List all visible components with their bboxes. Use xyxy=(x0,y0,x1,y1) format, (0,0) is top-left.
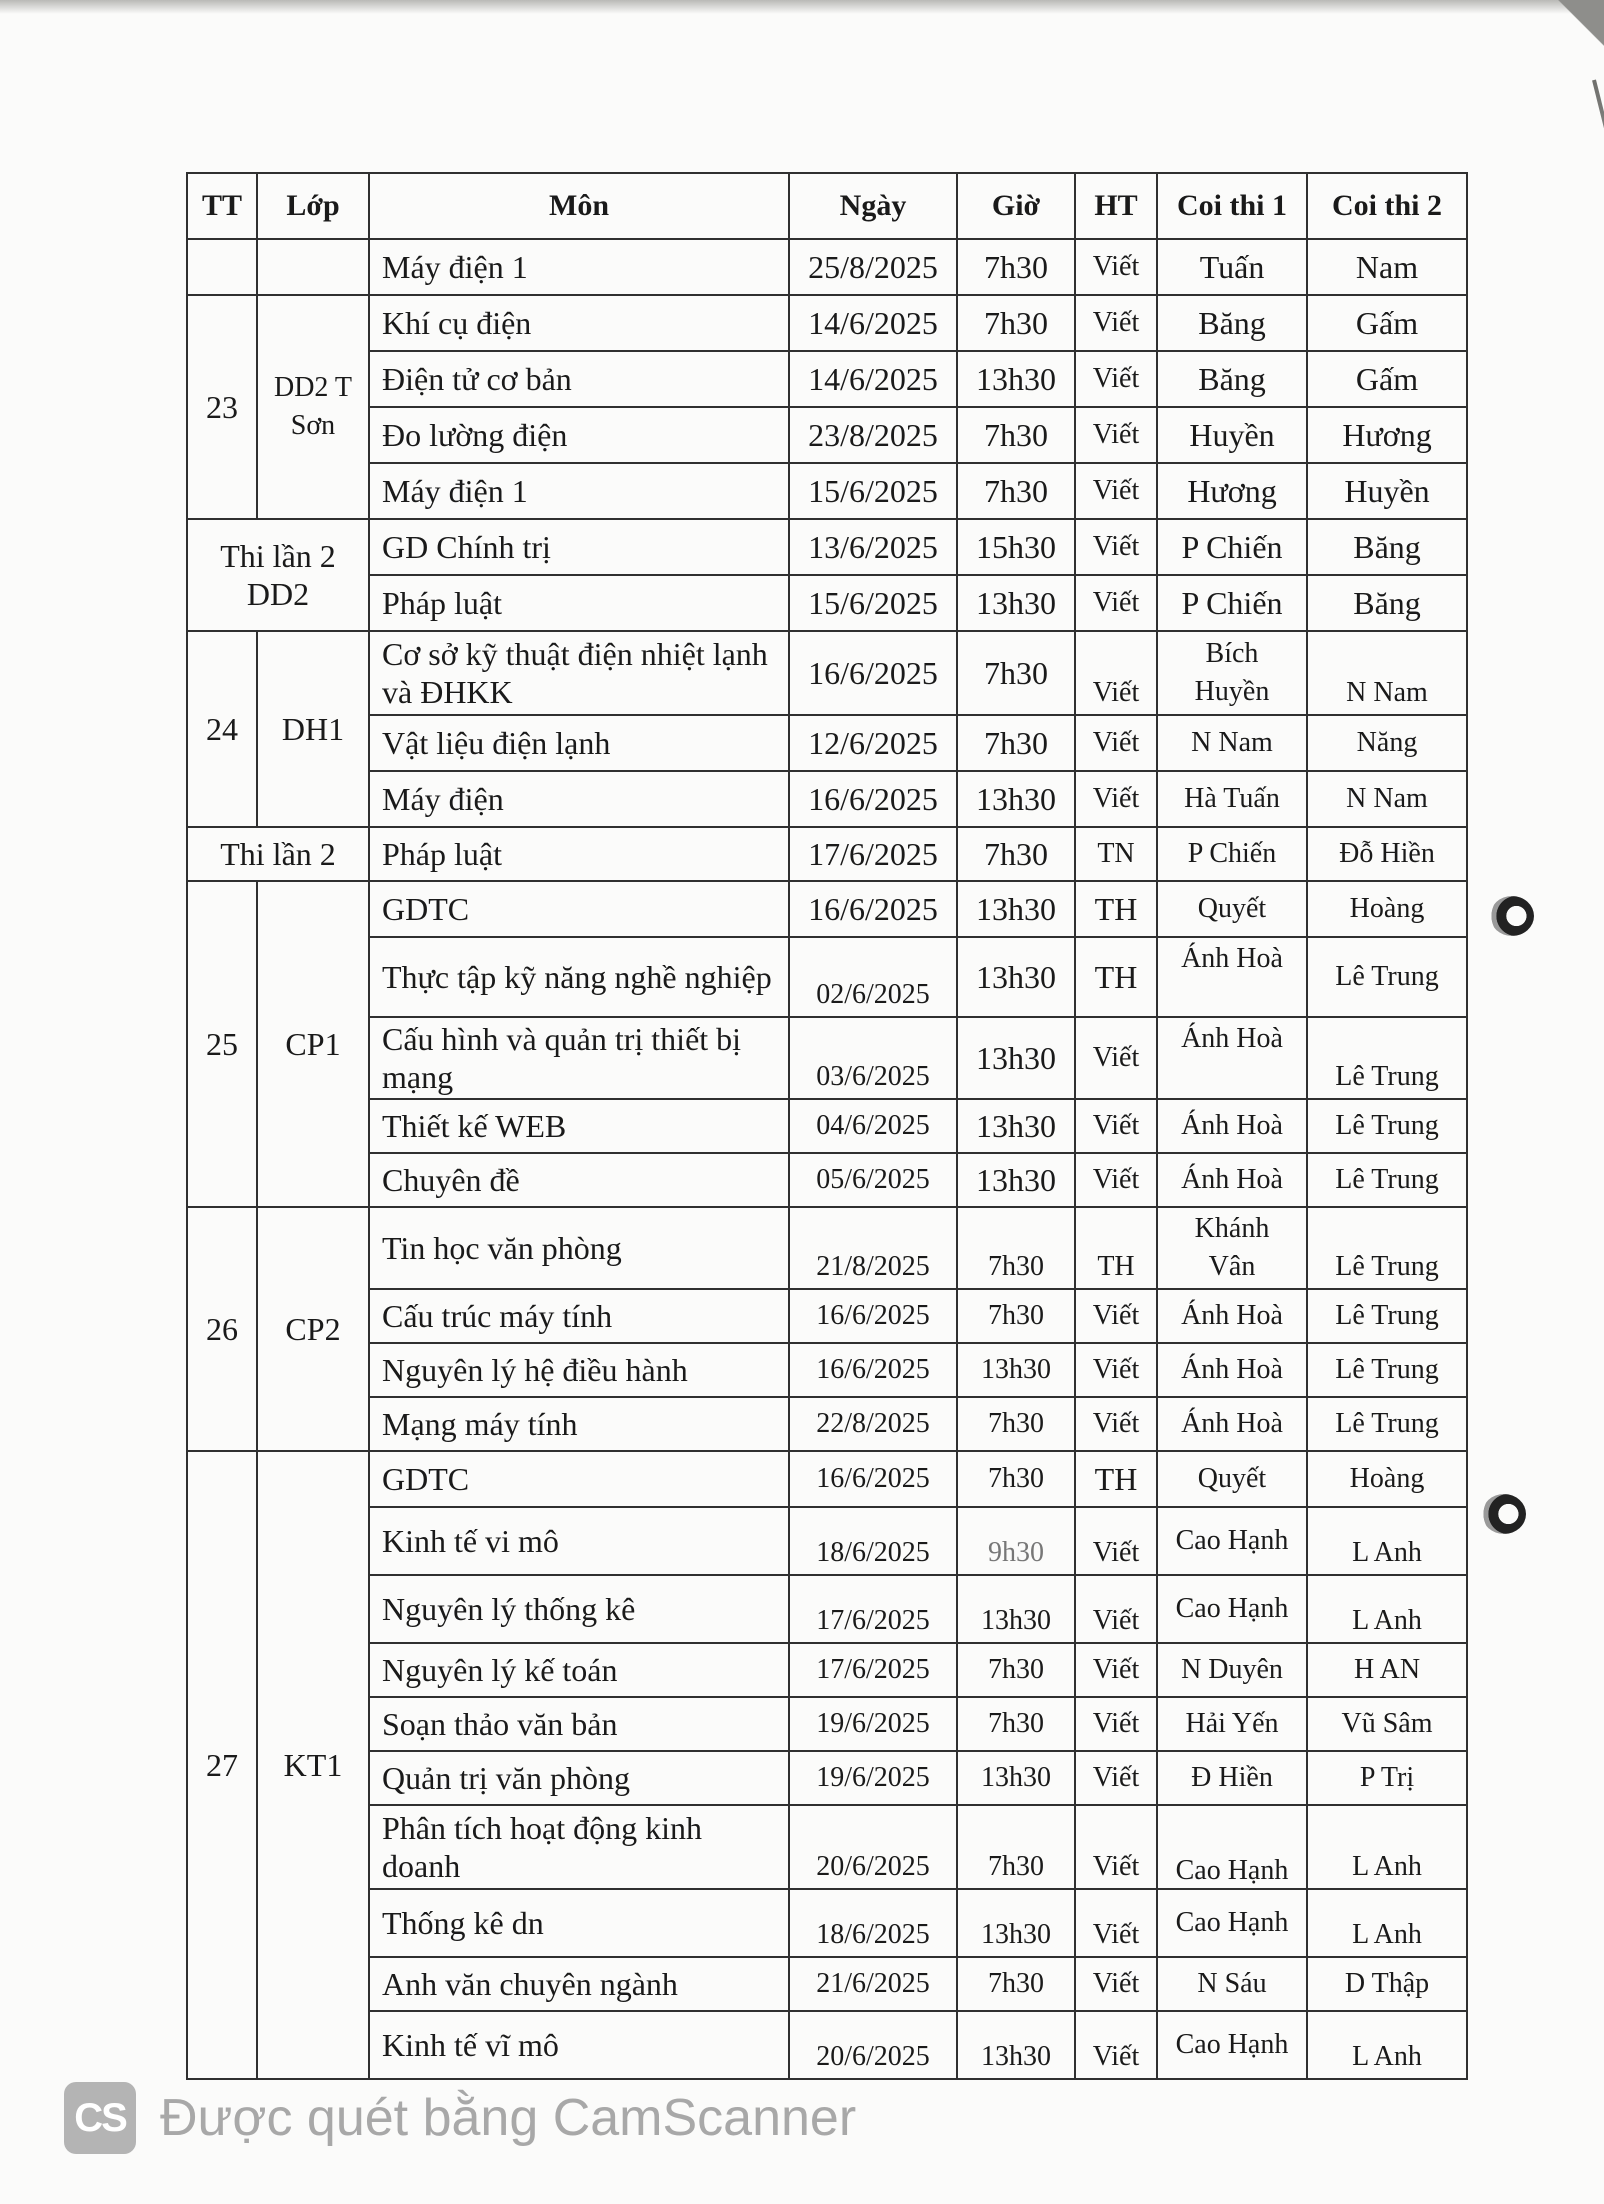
table-row xyxy=(187,1957,1467,2011)
proctor2-cell: Hoàng xyxy=(1307,881,1467,937)
subject-cell: Pháp luật xyxy=(369,827,789,881)
subject-cell: Kinh tế vi mô xyxy=(369,1507,789,1575)
lop-cell: DD2 T Sơn xyxy=(257,295,369,519)
subject-cell: Thực tập kỹ năng nghề nghiệp xyxy=(369,937,789,1017)
time-cell: 9h30 xyxy=(957,1507,1075,1575)
subject-cell: Máy điện 1 xyxy=(369,463,789,519)
table-row xyxy=(187,239,1467,295)
table-row xyxy=(187,1207,1467,1289)
table-row xyxy=(187,715,1467,771)
time-cell: 13h30 xyxy=(957,1575,1075,1643)
table-row xyxy=(187,881,1467,937)
table-row xyxy=(187,351,1467,407)
table-row xyxy=(187,1017,1467,1099)
format-cell: Viết xyxy=(1075,351,1157,407)
scan-corner-fold xyxy=(1534,0,1604,80)
table-row xyxy=(187,771,1467,827)
subject-cell: Quản trị văn phòng xyxy=(369,1751,789,1805)
subject-cell: Cấu trúc máy tính xyxy=(369,1289,789,1343)
subject-cell: Mạng máy tính xyxy=(369,1397,789,1451)
proctor2-cell: Lê Trung xyxy=(1307,1397,1467,1451)
proctor2-cell: Lê Trung xyxy=(1307,1099,1467,1153)
proctor2-cell: Huyền xyxy=(1307,463,1467,519)
proctor1-cell: Cao Hạnh xyxy=(1157,1805,1307,1889)
proctor1-cell: Đ Hiền xyxy=(1157,1751,1307,1805)
proctor1-cell: Khánh Vân xyxy=(1157,1207,1307,1289)
proctor2-cell: L Anh xyxy=(1307,1805,1467,1889)
table-row xyxy=(187,1805,1467,1889)
proctor1-cell: Ánh Hoà xyxy=(1157,1099,1307,1153)
proctor1-cell: Quyết xyxy=(1157,1451,1307,1507)
table-row xyxy=(187,1451,1467,1507)
proctor2-cell: Lê Trung xyxy=(1307,1153,1467,1207)
date-cell: 16/6/2025 xyxy=(789,1343,957,1397)
proctor2-cell: Lê Trung xyxy=(1307,937,1467,1017)
table-row xyxy=(187,1099,1467,1153)
date-cell: 18/6/2025 xyxy=(789,1507,957,1575)
proctor1-cell: Ánh Hoà xyxy=(1157,1017,1307,1099)
proctor1-cell: N Duyên xyxy=(1157,1643,1307,1697)
date-cell: 17/6/2025 xyxy=(789,827,957,881)
proctor1-cell: Cao Hạnh xyxy=(1157,1507,1307,1575)
table-row xyxy=(187,631,1467,715)
format-cell: Viết xyxy=(1075,519,1157,575)
table-row xyxy=(187,1751,1467,1805)
date-cell: 17/6/2025 xyxy=(789,1643,957,1697)
tt-cell: 27 xyxy=(187,1451,257,2079)
format-cell: Viết xyxy=(1075,1697,1157,1751)
proctor2-cell: N Nam xyxy=(1307,771,1467,827)
proctor2-cell: L Anh xyxy=(1307,1507,1467,1575)
date-cell: 15/6/2025 xyxy=(789,463,957,519)
time-cell: 13h30 xyxy=(957,1099,1075,1153)
time-cell: 7h30 xyxy=(957,1207,1075,1289)
header-mon: Môn xyxy=(369,173,789,239)
time-cell: 7h30 xyxy=(957,239,1075,295)
scan-paper-edge xyxy=(1592,80,1604,488)
proctor1-cell: Ánh Hoà xyxy=(1157,1153,1307,1207)
time-cell: 7h30 xyxy=(957,463,1075,519)
date-cell: 16/6/2025 xyxy=(789,1451,957,1507)
subject-cell: Khí cụ điện xyxy=(369,295,789,351)
date-cell: 16/6/2025 xyxy=(789,771,957,827)
proctor2-cell: D Thập xyxy=(1307,1957,1467,2011)
proctor1-cell: Ánh Hoà xyxy=(1157,937,1307,1017)
format-cell: Viết xyxy=(1075,1017,1157,1099)
time-cell: 13h30 xyxy=(957,1153,1075,1207)
subject-cell: GD Chính trị xyxy=(369,519,789,575)
date-cell: 15/6/2025 xyxy=(789,575,957,631)
table-row xyxy=(187,1697,1467,1751)
proctor1-cell: Hà Tuấn xyxy=(1157,771,1307,827)
subject-cell: Soạn thảo văn bản xyxy=(369,1697,789,1751)
watermark-text: Được quét bằng CamScanner xyxy=(160,2089,857,2147)
subject-cell: Kinh tế vĩ mô xyxy=(369,2011,789,2079)
subject-cell: Đo lường điện xyxy=(369,407,789,463)
format-cell: Viết xyxy=(1075,407,1157,463)
proctor1-cell: Ánh Hoà xyxy=(1157,1289,1307,1343)
subject-cell: GDTC xyxy=(369,1451,789,1507)
time-cell: 7h30 xyxy=(957,1697,1075,1751)
proctor2-cell: Băng xyxy=(1307,519,1467,575)
date-cell: 16/6/2025 xyxy=(789,631,957,715)
date-cell: 18/6/2025 xyxy=(789,1889,957,1957)
format-cell: Viết xyxy=(1075,1397,1157,1451)
proctor1-cell: P Chiến xyxy=(1157,827,1307,881)
time-cell: 13h30 xyxy=(957,1343,1075,1397)
subject-cell: Thống kê dn xyxy=(369,1889,789,1957)
subject-cell: Chuyên đề xyxy=(369,1153,789,1207)
subject-cell: Cơ sở kỹ thuật điện nhiệt lạnh và ĐHKK xyxy=(369,631,789,715)
format-cell: Viết xyxy=(1075,715,1157,771)
date-cell: 25/8/2025 xyxy=(789,239,957,295)
format-cell: TH xyxy=(1075,881,1157,937)
table-row xyxy=(187,937,1467,1017)
format-cell: Viết xyxy=(1075,1957,1157,2011)
proctor2-cell: Lê Trung xyxy=(1307,1343,1467,1397)
date-cell: 16/6/2025 xyxy=(789,1289,957,1343)
subject-cell: Máy điện xyxy=(369,771,789,827)
table-row xyxy=(187,1153,1467,1207)
time-cell: 13h30 xyxy=(957,1751,1075,1805)
time-cell: 13h30 xyxy=(957,1889,1075,1957)
subject-cell: Anh văn chuyên ngành xyxy=(369,1957,789,2011)
date-cell: 04/6/2025 xyxy=(789,1099,957,1153)
time-cell: 13h30 xyxy=(957,2011,1075,2079)
lop-cell xyxy=(257,239,369,295)
punch-hole xyxy=(1490,896,1534,936)
time-cell: 13h30 xyxy=(957,1017,1075,1099)
format-cell: TH xyxy=(1075,1451,1157,1507)
lop-cell: CP2 xyxy=(257,1207,369,1451)
time-cell: 13h30 xyxy=(957,937,1075,1017)
subject-cell: Nguyên lý kế toán xyxy=(369,1643,789,1697)
proctor1-cell: Tuấn xyxy=(1157,239,1307,295)
header-tt: TT xyxy=(187,173,257,239)
time-cell: 13h30 xyxy=(957,771,1075,827)
subject-cell: Máy điện 1 xyxy=(369,239,789,295)
header-ngay: Ngày xyxy=(789,173,957,239)
proctor2-cell: L Anh xyxy=(1307,2011,1467,2079)
table-row xyxy=(187,407,1467,463)
format-cell: Viết xyxy=(1075,1507,1157,1575)
proctor1-cell: Bích Huyền xyxy=(1157,631,1307,715)
tt-cell: 26 xyxy=(187,1207,257,1451)
time-cell: 7h30 xyxy=(957,1451,1075,1507)
format-cell: Viết xyxy=(1075,1643,1157,1697)
scan-top-shadow xyxy=(0,0,1604,14)
format-cell: Viết xyxy=(1075,239,1157,295)
proctor2-cell: Lê Trung xyxy=(1307,1017,1467,1099)
header-coi-thi-2: Coi thi 2 xyxy=(1307,173,1467,239)
table-row xyxy=(187,1397,1467,1451)
table-row xyxy=(187,575,1467,631)
date-cell: 22/8/2025 xyxy=(789,1397,957,1451)
format-cell: Viết xyxy=(1075,1575,1157,1643)
proctor1-cell: N Sáu xyxy=(1157,1957,1307,2011)
date-cell: 19/6/2025 xyxy=(789,1697,957,1751)
table-row xyxy=(187,1889,1467,1957)
proctor1-cell: Hải Yến xyxy=(1157,1697,1307,1751)
table-row xyxy=(187,295,1467,351)
proctor2-cell: Hương xyxy=(1307,407,1467,463)
subject-cell: Pháp luật xyxy=(369,575,789,631)
table-row xyxy=(187,1575,1467,1643)
date-cell: 14/6/2025 xyxy=(789,295,957,351)
date-cell: 21/6/2025 xyxy=(789,1957,957,2011)
time-cell: 13h30 xyxy=(957,351,1075,407)
lop-cell: DH1 xyxy=(257,631,369,827)
proctor2-cell: Băng xyxy=(1307,575,1467,631)
tt-cell xyxy=(187,239,257,295)
table-row xyxy=(187,463,1467,519)
table-row xyxy=(187,827,1467,881)
proctor2-cell: P Trị xyxy=(1307,1751,1467,1805)
group-label-cell: Thi lần 2 xyxy=(187,827,369,881)
proctor1-cell: Cao Hạnh xyxy=(1157,1575,1307,1643)
proctor2-cell: Gấm xyxy=(1307,351,1467,407)
proctor2-cell: Nam xyxy=(1307,239,1467,295)
proctor2-cell: Vũ Sâm xyxy=(1307,1697,1467,1751)
subject-cell: Điện tử cơ bản xyxy=(369,351,789,407)
format-cell: TN xyxy=(1075,827,1157,881)
tt-cell: 24 xyxy=(187,631,257,827)
format-cell: Viết xyxy=(1075,631,1157,715)
subject-cell: Thiết kế WEB xyxy=(369,1099,789,1153)
subject-cell: Nguyên lý hệ điều hành xyxy=(369,1343,789,1397)
format-cell: Viết xyxy=(1075,1805,1157,1889)
date-cell: 20/6/2025 xyxy=(789,1805,957,1889)
format-cell: Viết xyxy=(1075,2011,1157,2079)
date-cell: 20/6/2025 xyxy=(789,2011,957,2079)
table-row xyxy=(187,1343,1467,1397)
proctor2-cell: N Nam xyxy=(1307,631,1467,715)
tt-cell: 23 xyxy=(187,295,257,519)
subject-cell: GDTC xyxy=(369,881,789,937)
date-cell: 14/6/2025 xyxy=(789,351,957,407)
proctor2-cell: L Anh xyxy=(1307,1575,1467,1643)
group-label-cell: Thi lần 2 DD2 xyxy=(187,519,369,631)
table-header-row xyxy=(187,173,1467,239)
table-row xyxy=(187,2011,1467,2079)
format-cell: Viết xyxy=(1075,1289,1157,1343)
time-cell: 13h30 xyxy=(957,881,1075,937)
date-cell: 23/8/2025 xyxy=(789,407,957,463)
subject-cell: Phân tích hoạt động kinh doanh xyxy=(369,1805,789,1889)
header-gio: Giờ xyxy=(957,173,1075,239)
table-row xyxy=(187,1289,1467,1343)
proctor1-cell: P Chiến xyxy=(1157,519,1307,575)
format-cell: Viết xyxy=(1075,463,1157,519)
proctor1-cell: Huyền xyxy=(1157,407,1307,463)
proctor1-cell: Băng xyxy=(1157,351,1307,407)
proctor2-cell: Năng xyxy=(1307,715,1467,771)
time-cell: 7h30 xyxy=(957,631,1075,715)
proctor1-cell: P Chiến xyxy=(1157,575,1307,631)
proctor1-cell: Ánh Hoà xyxy=(1157,1343,1307,1397)
subject-cell: Cấu hình và quản trị thiết bị mạng xyxy=(369,1017,789,1099)
time-cell: 7h30 xyxy=(957,295,1075,351)
time-cell: 7h30 xyxy=(957,827,1075,881)
date-cell: 21/8/2025 xyxy=(789,1207,957,1289)
date-cell: 03/6/2025 xyxy=(789,1017,957,1099)
proctor2-cell: Đỗ Hiền xyxy=(1307,827,1467,881)
lop-cell: KT1 xyxy=(257,1451,369,2079)
subject-cell: Tin học văn phòng xyxy=(369,1207,789,1289)
format-cell: Viết xyxy=(1075,1751,1157,1805)
camscanner-watermark xyxy=(64,2078,856,2158)
camscanner-logo-icon: CS xyxy=(64,2082,136,2154)
date-cell: 19/6/2025 xyxy=(789,1751,957,1805)
subject-cell: Nguyên lý thống kê xyxy=(369,1575,789,1643)
table-row xyxy=(187,1643,1467,1697)
time-cell: 7h30 xyxy=(957,1643,1075,1697)
date-cell: 02/6/2025 xyxy=(789,937,957,1017)
time-cell: 7h30 xyxy=(957,1397,1075,1451)
format-cell: Viết xyxy=(1075,771,1157,827)
proctor2-cell: Gấm xyxy=(1307,295,1467,351)
proctor2-cell: Lê Trung xyxy=(1307,1289,1467,1343)
time-cell: 7h30 xyxy=(957,1805,1075,1889)
time-cell: 7h30 xyxy=(957,1957,1075,2011)
format-cell: Viết xyxy=(1075,1099,1157,1153)
exam-schedule-table xyxy=(186,172,1468,2080)
tt-cell: 25 xyxy=(187,881,257,1207)
time-cell: 13h30 xyxy=(957,575,1075,631)
date-cell: 05/6/2025 xyxy=(789,1153,957,1207)
proctor1-cell: Ánh Hoà xyxy=(1157,1397,1307,1451)
subject-cell: Vật liệu điện lạnh xyxy=(369,715,789,771)
format-cell: TH xyxy=(1075,1207,1157,1289)
punch-hole xyxy=(1482,1494,1526,1534)
date-cell: 12/6/2025 xyxy=(789,715,957,771)
date-cell: 13/6/2025 xyxy=(789,519,957,575)
format-cell: TH xyxy=(1075,937,1157,1017)
proctor1-cell: Quyết xyxy=(1157,881,1307,937)
proctor2-cell: Lê Trung xyxy=(1307,1207,1467,1289)
time-cell: 7h30 xyxy=(957,715,1075,771)
table-row xyxy=(187,1507,1467,1575)
format-cell: Viết xyxy=(1075,295,1157,351)
date-cell: 17/6/2025 xyxy=(789,1575,957,1643)
proctor2-cell: H AN xyxy=(1307,1643,1467,1697)
proctor2-cell: Hoàng xyxy=(1307,1451,1467,1507)
time-cell: 7h30 xyxy=(957,1289,1075,1343)
proctor1-cell: Cao Hạnh xyxy=(1157,1889,1307,1957)
header-lop: Lớp xyxy=(257,173,369,239)
format-cell: Viết xyxy=(1075,1153,1157,1207)
format-cell: Viết xyxy=(1075,575,1157,631)
format-cell: Viết xyxy=(1075,1343,1157,1397)
proctor1-cell: Cao Hạnh xyxy=(1157,2011,1307,2079)
proctor2-cell: L Anh xyxy=(1307,1889,1467,1957)
time-cell: 7h30 xyxy=(957,407,1075,463)
header-ht: HT xyxy=(1075,173,1157,239)
time-cell: 15h30 xyxy=(957,519,1075,575)
proctor1-cell: Hương xyxy=(1157,463,1307,519)
format-cell: Viết xyxy=(1075,1889,1157,1957)
proctor1-cell: N Nam xyxy=(1157,715,1307,771)
header-coi-thi-1: Coi thi 1 xyxy=(1157,173,1307,239)
table-row xyxy=(187,519,1467,575)
proctor1-cell: Băng xyxy=(1157,295,1307,351)
date-cell: 16/6/2025 xyxy=(789,881,957,937)
lop-cell: CP1 xyxy=(257,881,369,1207)
